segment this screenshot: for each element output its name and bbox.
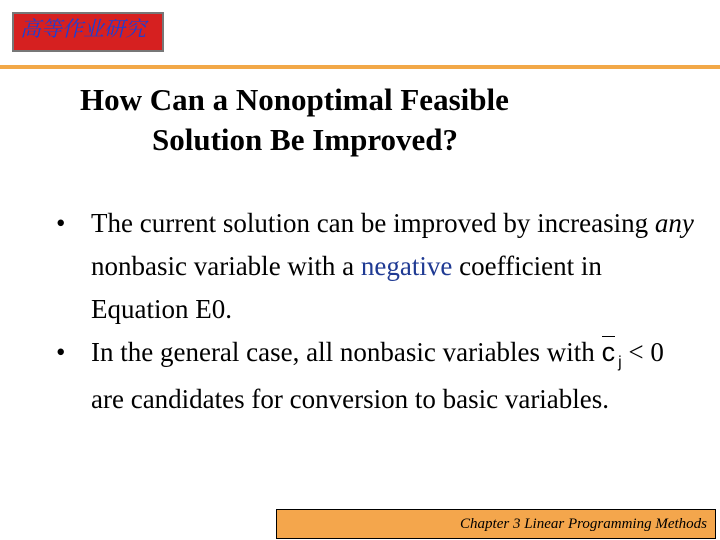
logo-box	[12, 12, 164, 52]
cbar-letter: c	[601, 337, 616, 367]
bullet-marker: •	[56, 208, 66, 238]
slide-title-line-1: How Can a Nonoptimal Feasible	[80, 82, 509, 117]
footer-chapter-label: Chapter 3 Linear Programming Methods	[276, 509, 716, 539]
cbar-subscript: j	[618, 354, 622, 371]
bullet-text: nonbasic variable with a	[91, 251, 361, 281]
bullet-text: < 0 are candidates for conversion to basic variables.	[91, 337, 664, 414]
logo-text: 高等作业研究	[20, 17, 146, 41]
bullet-marker: •	[56, 337, 66, 367]
slide-title-line-2: Solution Be Improved?	[152, 122, 459, 157]
highlight-text: negative	[360, 251, 453, 281]
bullet-text: coefficient in Equation E0.	[91, 251, 602, 324]
reduced-cost-symbol	[602, 331, 622, 378]
bullet-item	[56, 202, 696, 331]
bullet-list	[56, 202, 696, 421]
emphasis-text: any	[654, 208, 694, 238]
bullet-text: The current solution can be improved by increasing	[91, 208, 655, 238]
header-rule	[0, 65, 720, 69]
bullet-text: In the general case, all nonbasic variables with	[91, 337, 602, 367]
bullet-item	[56, 331, 696, 421]
